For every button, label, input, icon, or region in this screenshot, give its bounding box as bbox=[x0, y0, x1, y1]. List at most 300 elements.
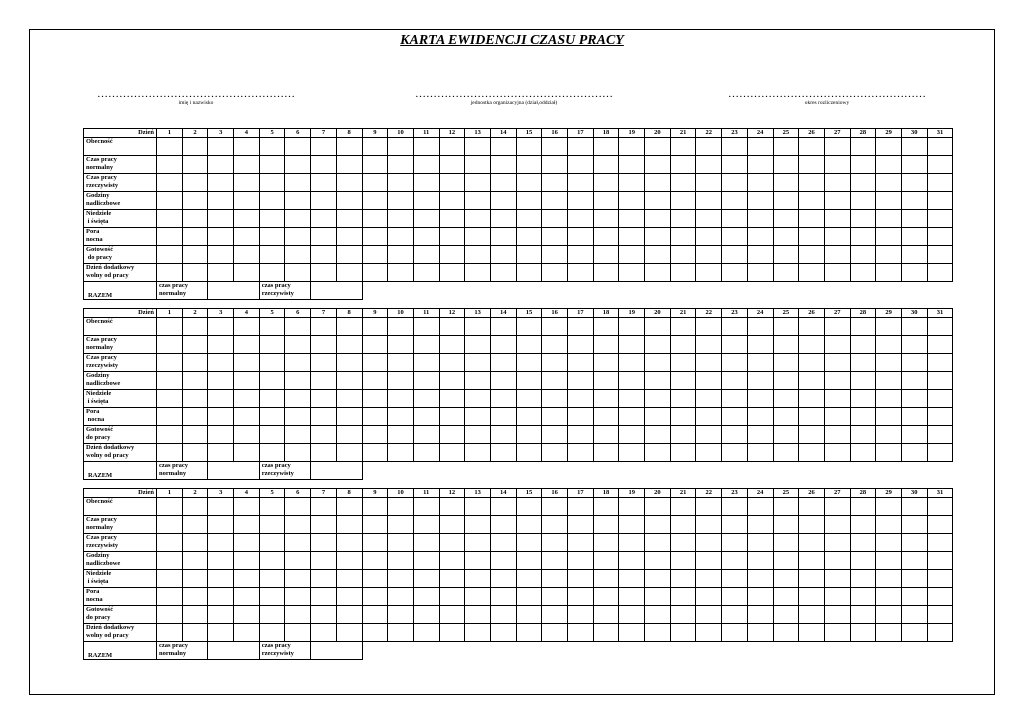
entry-cell[interactable] bbox=[182, 606, 208, 624]
entry-cell[interactable] bbox=[439, 264, 465, 282]
entry-cell[interactable] bbox=[696, 534, 722, 552]
entry-cell[interactable] bbox=[722, 426, 748, 444]
entry-cell[interactable] bbox=[670, 516, 696, 534]
entry-cell[interactable] bbox=[516, 318, 542, 336]
entry-cell[interactable] bbox=[439, 354, 465, 372]
entry-cell[interactable] bbox=[824, 156, 850, 174]
entry-cell[interactable] bbox=[799, 246, 825, 264]
entry-cell[interactable] bbox=[259, 192, 285, 210]
entry-cell[interactable] bbox=[901, 516, 927, 534]
entry-cell[interactable] bbox=[850, 372, 876, 390]
entry-cell[interactable] bbox=[568, 174, 594, 192]
entry-cell[interactable] bbox=[747, 426, 773, 444]
entry-cell[interactable] bbox=[696, 624, 722, 642]
entry-cell[interactable] bbox=[645, 408, 671, 426]
entry-cell[interactable] bbox=[388, 372, 414, 390]
entry-cell[interactable] bbox=[311, 534, 337, 552]
entry-cell[interactable] bbox=[336, 390, 362, 408]
entry-cell[interactable] bbox=[876, 372, 902, 390]
entry-cell[interactable] bbox=[876, 588, 902, 606]
entry-cell[interactable] bbox=[208, 210, 234, 228]
entry-cell[interactable] bbox=[388, 408, 414, 426]
entry-cell[interactable] bbox=[645, 426, 671, 444]
entry-cell[interactable] bbox=[285, 588, 311, 606]
entry-cell[interactable] bbox=[568, 570, 594, 588]
entry-cell[interactable] bbox=[619, 498, 645, 516]
entry-cell[interactable] bbox=[388, 210, 414, 228]
entry-cell[interactable] bbox=[542, 228, 568, 246]
entry-cell[interactable] bbox=[285, 624, 311, 642]
entry-cell[interactable] bbox=[490, 390, 516, 408]
entry-cell[interactable] bbox=[157, 354, 183, 372]
entry-cell[interactable] bbox=[568, 426, 594, 444]
entry-cell[interactable] bbox=[413, 318, 439, 336]
entry-cell[interactable] bbox=[362, 408, 388, 426]
entry-cell[interactable] bbox=[311, 552, 337, 570]
entry-cell[interactable] bbox=[927, 264, 953, 282]
entry-cell[interactable] bbox=[362, 552, 388, 570]
entry-cell[interactable] bbox=[645, 174, 671, 192]
entry-cell[interactable] bbox=[311, 246, 337, 264]
entry-cell[interactable] bbox=[645, 264, 671, 282]
entry-cell[interactable] bbox=[542, 264, 568, 282]
entry-cell[interactable] bbox=[670, 570, 696, 588]
entry-cell[interactable] bbox=[722, 372, 748, 390]
entry-cell[interactable] bbox=[516, 228, 542, 246]
entry-cell[interactable] bbox=[465, 408, 491, 426]
entry-cell[interactable] bbox=[593, 192, 619, 210]
sum-actual-value[interactable] bbox=[311, 282, 362, 300]
entry-cell[interactable] bbox=[336, 444, 362, 462]
entry-cell[interactable] bbox=[824, 552, 850, 570]
entry-cell[interactable] bbox=[413, 390, 439, 408]
entry-cell[interactable] bbox=[311, 372, 337, 390]
entry-cell[interactable] bbox=[876, 426, 902, 444]
entry-cell[interactable] bbox=[259, 210, 285, 228]
entry-cell[interactable] bbox=[234, 228, 260, 246]
entry-cell[interactable] bbox=[619, 138, 645, 156]
entry-cell[interactable] bbox=[670, 264, 696, 282]
entry-cell[interactable] bbox=[208, 174, 234, 192]
entry-cell[interactable] bbox=[876, 336, 902, 354]
entry-cell[interactable] bbox=[157, 390, 183, 408]
entry-cell[interactable] bbox=[645, 138, 671, 156]
entry-cell[interactable] bbox=[696, 390, 722, 408]
entry-cell[interactable] bbox=[876, 228, 902, 246]
entry-cell[interactable] bbox=[696, 192, 722, 210]
entry-cell[interactable] bbox=[593, 588, 619, 606]
entry-cell[interactable] bbox=[157, 336, 183, 354]
entry-cell[interactable] bbox=[619, 408, 645, 426]
entry-cell[interactable] bbox=[619, 336, 645, 354]
entry-cell[interactable] bbox=[722, 552, 748, 570]
entry-cell[interactable] bbox=[799, 498, 825, 516]
entry-cell[interactable] bbox=[876, 210, 902, 228]
entry-cell[interactable] bbox=[747, 498, 773, 516]
entry-cell[interactable] bbox=[747, 192, 773, 210]
entry-cell[interactable] bbox=[208, 552, 234, 570]
entry-cell[interactable] bbox=[747, 606, 773, 624]
entry-cell[interactable] bbox=[747, 138, 773, 156]
entry-cell[interactable] bbox=[901, 192, 927, 210]
entry-cell[interactable] bbox=[696, 408, 722, 426]
entry-cell[interactable] bbox=[465, 228, 491, 246]
entry-cell[interactable] bbox=[311, 444, 337, 462]
entry-cell[interactable] bbox=[259, 390, 285, 408]
entry-cell[interactable] bbox=[593, 534, 619, 552]
entry-cell[interactable] bbox=[362, 498, 388, 516]
entry-cell[interactable] bbox=[901, 174, 927, 192]
entry-cell[interactable] bbox=[696, 444, 722, 462]
entry-cell[interactable] bbox=[439, 246, 465, 264]
entry-cell[interactable] bbox=[259, 336, 285, 354]
entry-cell[interactable] bbox=[568, 156, 594, 174]
sum-actual-value[interactable] bbox=[311, 642, 362, 660]
entry-cell[interactable] bbox=[336, 426, 362, 444]
entry-cell[interactable] bbox=[568, 192, 594, 210]
entry-cell[interactable] bbox=[670, 210, 696, 228]
entry-cell[interactable] bbox=[670, 444, 696, 462]
entry-cell[interactable] bbox=[619, 390, 645, 408]
entry-cell[interactable] bbox=[876, 498, 902, 516]
entry-cell[interactable] bbox=[747, 408, 773, 426]
entry-cell[interactable] bbox=[465, 624, 491, 642]
entry-cell[interactable] bbox=[413, 246, 439, 264]
entry-cell[interactable] bbox=[747, 174, 773, 192]
entry-cell[interactable] bbox=[259, 174, 285, 192]
entry-cell[interactable] bbox=[311, 354, 337, 372]
entry-cell[interactable] bbox=[285, 156, 311, 174]
entry-cell[interactable] bbox=[490, 426, 516, 444]
entry-cell[interactable] bbox=[439, 336, 465, 354]
entry-cell[interactable] bbox=[824, 498, 850, 516]
entry-cell[interactable] bbox=[542, 354, 568, 372]
entry-cell[interactable] bbox=[208, 264, 234, 282]
entry-cell[interactable] bbox=[490, 408, 516, 426]
entry-cell[interactable] bbox=[696, 210, 722, 228]
entry-cell[interactable] bbox=[876, 570, 902, 588]
entry-cell[interactable] bbox=[465, 498, 491, 516]
entry-cell[interactable] bbox=[824, 336, 850, 354]
entry-cell[interactable] bbox=[336, 534, 362, 552]
entry-cell[interactable] bbox=[696, 138, 722, 156]
entry-cell[interactable] bbox=[516, 606, 542, 624]
entry-cell[interactable] bbox=[465, 138, 491, 156]
entry-cell[interactable] bbox=[773, 516, 799, 534]
entry-cell[interactable] bbox=[285, 498, 311, 516]
entry-cell[interactable] bbox=[157, 516, 183, 534]
entry-cell[interactable] bbox=[542, 210, 568, 228]
entry-cell[interactable] bbox=[670, 372, 696, 390]
entry-cell[interactable] bbox=[722, 408, 748, 426]
entry-cell[interactable] bbox=[439, 156, 465, 174]
entry-cell[interactable] bbox=[413, 408, 439, 426]
entry-cell[interactable] bbox=[182, 192, 208, 210]
entry-cell[interactable] bbox=[850, 552, 876, 570]
entry-cell[interactable] bbox=[850, 138, 876, 156]
entry-cell[interactable] bbox=[568, 606, 594, 624]
entry-cell[interactable] bbox=[490, 372, 516, 390]
entry-cell[interactable] bbox=[413, 498, 439, 516]
entry-cell[interactable] bbox=[285, 606, 311, 624]
entry-cell[interactable] bbox=[773, 606, 799, 624]
entry-cell[interactable] bbox=[311, 390, 337, 408]
entry-cell[interactable] bbox=[645, 210, 671, 228]
entry-cell[interactable] bbox=[388, 246, 414, 264]
entry-cell[interactable] bbox=[413, 372, 439, 390]
entry-cell[interactable] bbox=[490, 264, 516, 282]
entry-cell[interactable] bbox=[645, 390, 671, 408]
entry-cell[interactable] bbox=[799, 174, 825, 192]
entry-cell[interactable] bbox=[362, 336, 388, 354]
entry-cell[interactable] bbox=[259, 138, 285, 156]
entry-cell[interactable] bbox=[850, 516, 876, 534]
entry-cell[interactable] bbox=[927, 516, 953, 534]
entry-cell[interactable] bbox=[568, 246, 594, 264]
entry-cell[interactable] bbox=[336, 318, 362, 336]
entry-cell[interactable] bbox=[542, 138, 568, 156]
entry-cell[interactable] bbox=[234, 498, 260, 516]
entry-cell[interactable] bbox=[336, 156, 362, 174]
entry-cell[interactable] bbox=[157, 606, 183, 624]
entry-cell[interactable] bbox=[542, 570, 568, 588]
entry-cell[interactable] bbox=[490, 570, 516, 588]
entry-cell[interactable] bbox=[593, 264, 619, 282]
entry-cell[interactable] bbox=[208, 570, 234, 588]
entry-cell[interactable] bbox=[388, 426, 414, 444]
entry-cell[interactable] bbox=[285, 372, 311, 390]
entry-cell[interactable] bbox=[490, 498, 516, 516]
entry-cell[interactable] bbox=[645, 156, 671, 174]
entry-cell[interactable] bbox=[208, 624, 234, 642]
entry-cell[interactable] bbox=[362, 228, 388, 246]
entry-cell[interactable] bbox=[388, 318, 414, 336]
entry-cell[interactable] bbox=[465, 192, 491, 210]
entry-cell[interactable] bbox=[645, 354, 671, 372]
entry-cell[interactable] bbox=[362, 246, 388, 264]
entry-cell[interactable] bbox=[234, 552, 260, 570]
entry-cell[interactable] bbox=[799, 444, 825, 462]
entry-cell[interactable] bbox=[722, 210, 748, 228]
entry-cell[interactable] bbox=[208, 228, 234, 246]
entry-cell[interactable] bbox=[773, 390, 799, 408]
entry-cell[interactable] bbox=[311, 408, 337, 426]
entry-cell[interactable] bbox=[388, 516, 414, 534]
entry-cell[interactable] bbox=[182, 372, 208, 390]
entry-cell[interactable] bbox=[696, 174, 722, 192]
entry-cell[interactable] bbox=[157, 444, 183, 462]
entry-cell[interactable] bbox=[747, 156, 773, 174]
entry-cell[interactable] bbox=[799, 516, 825, 534]
entry-cell[interactable] bbox=[413, 336, 439, 354]
entry-cell[interactable] bbox=[285, 426, 311, 444]
entry-cell[interactable] bbox=[799, 588, 825, 606]
entry-cell[interactable] bbox=[722, 534, 748, 552]
entry-cell[interactable] bbox=[619, 318, 645, 336]
entry-cell[interactable] bbox=[182, 246, 208, 264]
entry-cell[interactable] bbox=[645, 516, 671, 534]
entry-cell[interactable] bbox=[568, 210, 594, 228]
entry-cell[interactable] bbox=[901, 372, 927, 390]
entry-cell[interactable] bbox=[388, 138, 414, 156]
entry-cell[interactable] bbox=[388, 192, 414, 210]
entry-cell[interactable] bbox=[593, 552, 619, 570]
entry-cell[interactable] bbox=[696, 354, 722, 372]
entry-cell[interactable] bbox=[259, 516, 285, 534]
entry-cell[interactable] bbox=[362, 516, 388, 534]
entry-cell[interactable] bbox=[362, 534, 388, 552]
entry-cell[interactable] bbox=[285, 318, 311, 336]
entry-cell[interactable] bbox=[773, 552, 799, 570]
entry-cell[interactable] bbox=[901, 570, 927, 588]
entry-cell[interactable] bbox=[670, 174, 696, 192]
entry-cell[interactable] bbox=[490, 192, 516, 210]
entry-cell[interactable] bbox=[593, 246, 619, 264]
entry-cell[interactable] bbox=[234, 408, 260, 426]
entry-cell[interactable] bbox=[799, 408, 825, 426]
entry-cell[interactable] bbox=[773, 534, 799, 552]
entry-cell[interactable] bbox=[362, 156, 388, 174]
entry-cell[interactable] bbox=[824, 372, 850, 390]
entry-cell[interactable] bbox=[388, 624, 414, 642]
entry-cell[interactable] bbox=[336, 246, 362, 264]
entry-cell[interactable] bbox=[490, 246, 516, 264]
entry-cell[interactable] bbox=[490, 588, 516, 606]
entry-cell[interactable] bbox=[336, 174, 362, 192]
entry-cell[interactable] bbox=[747, 390, 773, 408]
entry-cell[interactable] bbox=[311, 264, 337, 282]
entry-cell[interactable] bbox=[619, 192, 645, 210]
entry-cell[interactable] bbox=[362, 624, 388, 642]
entry-cell[interactable] bbox=[157, 192, 183, 210]
entry-cell[interactable] bbox=[619, 264, 645, 282]
entry-cell[interactable] bbox=[901, 318, 927, 336]
entry-cell[interactable] bbox=[311, 570, 337, 588]
entry-cell[interactable] bbox=[542, 444, 568, 462]
entry-cell[interactable] bbox=[336, 372, 362, 390]
entry-cell[interactable] bbox=[670, 390, 696, 408]
entry-cell[interactable] bbox=[182, 534, 208, 552]
settlement-period-field[interactable] bbox=[727, 89, 927, 107]
entry-cell[interactable] bbox=[157, 246, 183, 264]
entry-cell[interactable] bbox=[182, 138, 208, 156]
entry-cell[interactable] bbox=[696, 606, 722, 624]
entry-cell[interactable] bbox=[593, 570, 619, 588]
entry-cell[interactable] bbox=[465, 390, 491, 408]
entry-cell[interactable] bbox=[413, 588, 439, 606]
entry-cell[interactable] bbox=[696, 588, 722, 606]
entry-cell[interactable] bbox=[490, 354, 516, 372]
entry-cell[interactable] bbox=[670, 408, 696, 426]
entry-cell[interactable] bbox=[285, 264, 311, 282]
entry-cell[interactable] bbox=[234, 174, 260, 192]
entry-cell[interactable] bbox=[876, 174, 902, 192]
entry-cell[interactable] bbox=[850, 354, 876, 372]
entry-cell[interactable] bbox=[285, 174, 311, 192]
entry-cell[interactable] bbox=[593, 318, 619, 336]
entry-cell[interactable] bbox=[362, 174, 388, 192]
entry-cell[interactable] bbox=[824, 174, 850, 192]
entry-cell[interactable] bbox=[876, 624, 902, 642]
entry-cell[interactable] bbox=[157, 228, 183, 246]
entry-cell[interactable] bbox=[516, 210, 542, 228]
entry-cell[interactable] bbox=[516, 390, 542, 408]
entry-cell[interactable] bbox=[516, 552, 542, 570]
entry-cell[interactable] bbox=[593, 336, 619, 354]
entry-cell[interactable] bbox=[747, 588, 773, 606]
entry-cell[interactable] bbox=[927, 498, 953, 516]
entry-cell[interactable] bbox=[722, 156, 748, 174]
entry-cell[interactable] bbox=[593, 408, 619, 426]
entry-cell[interactable] bbox=[182, 228, 208, 246]
entry-cell[interactable] bbox=[568, 228, 594, 246]
entry-cell[interactable] bbox=[336, 138, 362, 156]
entry-cell[interactable] bbox=[927, 408, 953, 426]
entry-cell[interactable] bbox=[157, 138, 183, 156]
entry-cell[interactable] bbox=[876, 444, 902, 462]
entry-cell[interactable] bbox=[773, 318, 799, 336]
entry-cell[interactable] bbox=[927, 336, 953, 354]
entry-cell[interactable] bbox=[722, 606, 748, 624]
entry-cell[interactable] bbox=[696, 498, 722, 516]
entry-cell[interactable] bbox=[490, 444, 516, 462]
entry-cell[interactable] bbox=[850, 498, 876, 516]
entry-cell[interactable] bbox=[516, 138, 542, 156]
entry-cell[interactable] bbox=[208, 408, 234, 426]
entry-cell[interactable] bbox=[670, 228, 696, 246]
entry-cell[interactable] bbox=[645, 606, 671, 624]
entry-cell[interactable] bbox=[619, 588, 645, 606]
entry-cell[interactable] bbox=[362, 390, 388, 408]
entry-cell[interactable] bbox=[285, 390, 311, 408]
entry-cell[interactable] bbox=[285, 408, 311, 426]
entry-cell[interactable] bbox=[182, 552, 208, 570]
entry-cell[interactable] bbox=[490, 534, 516, 552]
entry-cell[interactable] bbox=[182, 264, 208, 282]
entry-cell[interactable] bbox=[259, 156, 285, 174]
entry-cell[interactable] bbox=[927, 210, 953, 228]
entry-cell[interactable] bbox=[927, 354, 953, 372]
entry-cell[interactable] bbox=[157, 552, 183, 570]
entry-cell[interactable] bbox=[388, 390, 414, 408]
entry-cell[interactable] bbox=[901, 444, 927, 462]
entry-cell[interactable] bbox=[799, 336, 825, 354]
entry-cell[interactable] bbox=[876, 318, 902, 336]
entry-cell[interactable] bbox=[362, 444, 388, 462]
entry-cell[interactable] bbox=[311, 138, 337, 156]
entry-cell[interactable] bbox=[490, 210, 516, 228]
entry-cell[interactable] bbox=[696, 516, 722, 534]
entry-cell[interactable] bbox=[413, 426, 439, 444]
entry-cell[interactable] bbox=[876, 534, 902, 552]
entry-cell[interactable] bbox=[259, 246, 285, 264]
entry-cell[interactable] bbox=[747, 336, 773, 354]
entry-cell[interactable] bbox=[593, 516, 619, 534]
entry-cell[interactable] bbox=[850, 534, 876, 552]
entry-cell[interactable] bbox=[259, 570, 285, 588]
entry-cell[interactable] bbox=[157, 408, 183, 426]
entry-cell[interactable] bbox=[568, 408, 594, 426]
entry-cell[interactable] bbox=[336, 516, 362, 534]
entry-cell[interactable] bbox=[234, 624, 260, 642]
entry-cell[interactable] bbox=[465, 372, 491, 390]
entry-cell[interactable] bbox=[285, 516, 311, 534]
entry-cell[interactable] bbox=[645, 444, 671, 462]
entry-cell[interactable] bbox=[208, 444, 234, 462]
entry-cell[interactable] bbox=[824, 570, 850, 588]
entry-cell[interactable] bbox=[593, 426, 619, 444]
entry-cell[interactable] bbox=[234, 318, 260, 336]
